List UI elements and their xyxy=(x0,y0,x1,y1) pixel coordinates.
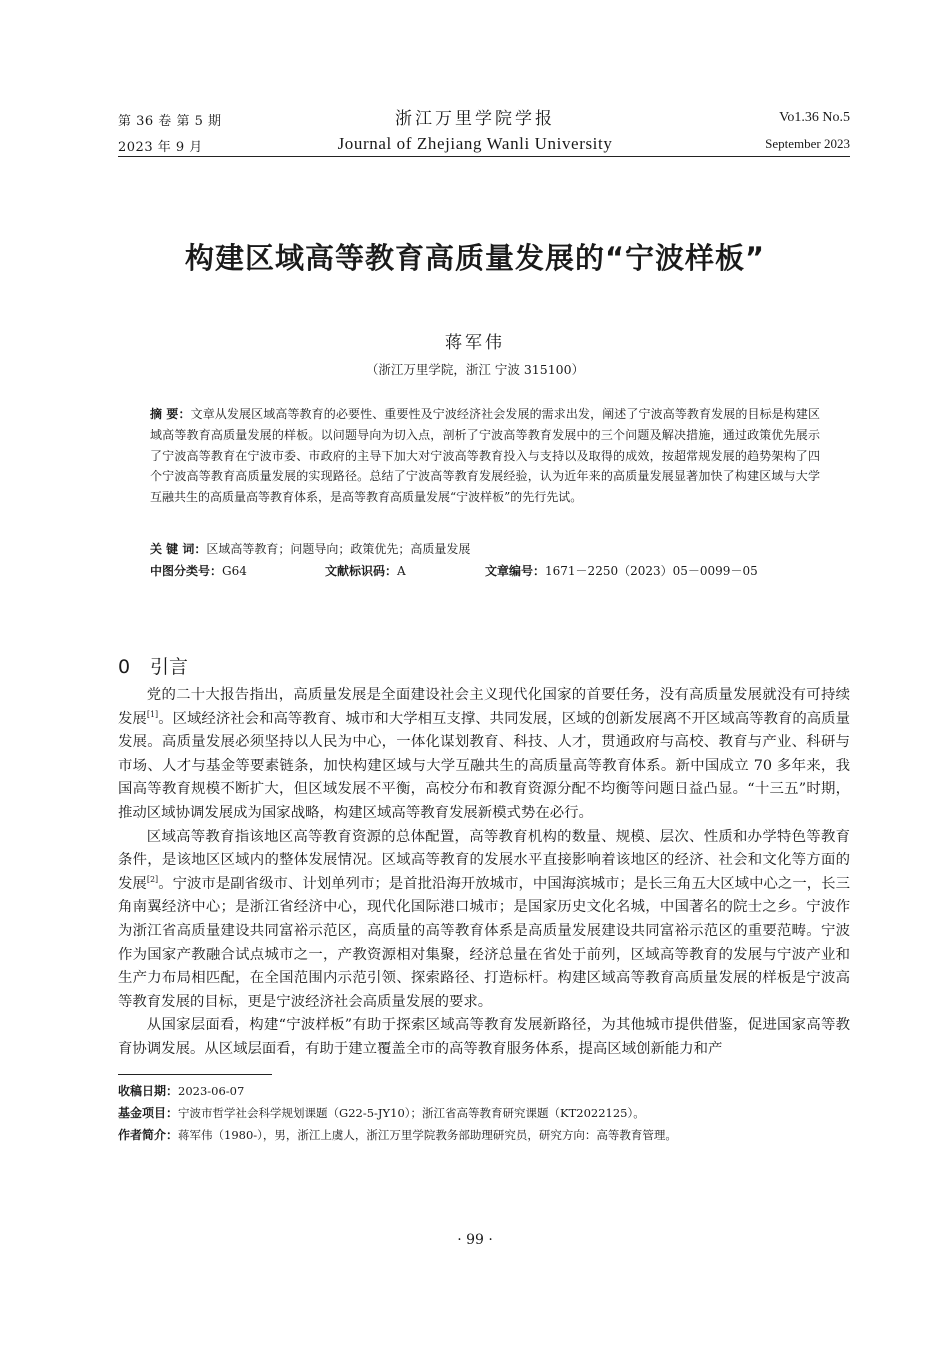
journal-title-cn: 浙江万里学院学报 xyxy=(395,109,555,129)
paragraph-text: 。宁波市是副省级市、计划单列市；是首批沿海开放城市，中国海滨城市；是长三角五大区域中心之一，长三角南翼经济中心；是浙江省经济中心，现代化国际港口城市；是国家历史文化名城，中国著名的院士之乡。宁波作为浙江省高质量建设共同富裕示范区，高质量的高等教育体系是高质量发展建设共同富裕示范区的重要范畴。宁波作为国家产教融合试点城市之一，产教资源相对集聚，经济总量在省处于前列，区域高等教育的发展与宁波产业和生产力布局相匹配，在全国范围内示范引领、探索路径、打造标杆。构建区域高等教育高质量发展的样板是宁波高等教育发展的目标，更是宁波经济社会高质量发展的要求。 xyxy=(118,875,850,1010)
author-name: 蒋军伟 xyxy=(445,333,505,353)
paragraph: 从国家层面看，构建“宁波样板”有助于探索区域高等教育发展新路径，为其他城市提供借鉴，促进国家高等教育协调发展。从区域层面看，有助于建立覆盖全市的高等教育服务体系，提高区域创新能力和产 xyxy=(118,1017,850,1057)
footnote-received xyxy=(118,1082,850,1100)
paragraph xyxy=(118,684,850,826)
volume-issue-cn: 第 36 卷 第 5 期 xyxy=(118,114,222,129)
citation-ref[interactable]: [2] xyxy=(146,874,159,884)
date-en: September 2023 xyxy=(765,136,850,151)
keywords-label: 关 键 词： xyxy=(150,542,207,556)
received-date: 2023-06-07 xyxy=(178,1084,245,1098)
document-code xyxy=(325,562,406,579)
footnote-rule xyxy=(118,1074,272,1075)
footnote-fund xyxy=(118,1104,850,1122)
header-rule xyxy=(118,156,850,157)
fund-label: 基金项目： xyxy=(118,1106,179,1120)
keywords-text: 区域高等教育；问题导向；政策优先；高质量发展 xyxy=(206,542,471,556)
paragraph-text: 。区域经济社会和高等教育、城市和大学相互支撑、共同发展，区域的创新发展离不开区域高等教育的高质量发展。高质量发展必须坚持以人民为中心，一体化谋划教育、科技、人才，贯通政府与高校、教育与产业、科研与市场、人才与基金等要素链条，加快构建区域与大学互融共生的高质量高等教育体系。新中国成立 70 多年来，我国高等教育规模不断扩大，但区域发展不平衡，高校分布和教育资源分配不均衡等问题日益凸显。“十三五”时期，推动区域协调发展成为国家战略，构建区域高等教育发展新模式势在必行。 xyxy=(118,710,850,821)
section-heading xyxy=(118,652,188,679)
abstract xyxy=(150,404,820,508)
page-number: · 99 · xyxy=(457,1232,493,1248)
author-affiliation: （浙江万里学院，浙江 宁波 315100） xyxy=(365,362,585,377)
body-text xyxy=(118,684,850,1062)
citation-ref[interactable]: [1] xyxy=(146,709,159,719)
bio-label: 作者简介： xyxy=(118,1128,179,1142)
doc-code-label: 文献标识码： xyxy=(325,564,398,578)
footnote-author-bio xyxy=(118,1126,850,1144)
volume-issue-en: Vo1.36 No.5 xyxy=(779,110,850,125)
article-number-value: 1671－2250（2023）05－0099－05 xyxy=(545,564,758,578)
keywords xyxy=(150,540,470,557)
received-label: 收稿日期： xyxy=(118,1084,179,1098)
paragraph xyxy=(118,826,850,1015)
clc-code xyxy=(150,562,247,579)
paragraph-text: 区域高等教育指该地区高等教育资源的总体配置，高等教育机构的数量、规模、层次、性质和办学特色等教育条件，是该地区区域内的整体发展情况。区域高等教育的发展水平直接影响着该地区的经济、社会和文化等方面的发展 xyxy=(118,828,850,892)
section-title: 引言 xyxy=(150,656,189,678)
paragraph-text: 党的二十大报告指出，高质量发展是全面建设社会主义现代化国家的首要任务，没有高质量发展就没有可持续发展 xyxy=(118,687,850,727)
article-number-label: 文章编号： xyxy=(485,564,546,578)
fund-text: 宁波市哲学社会科学规划课题（G22-5-JY10）；浙江省高等教育研究课题（KT2022125）。 xyxy=(178,1106,645,1120)
article-number xyxy=(485,562,758,579)
doc-code-value: A xyxy=(397,564,406,578)
article-title: 构建区域高等教育高质量发展的“宁波样板” xyxy=(184,241,766,275)
journal-title-en: Journal of Zhejiang Wanli University xyxy=(337,134,613,153)
date-cn: 2023 年 9 月 xyxy=(118,140,203,155)
clc-value: G64 xyxy=(222,564,247,578)
section-number: 0 xyxy=(118,656,131,678)
abstract-text: 文章从发展区域高等教育的必要性、重要性及宁波经济社会发展的需求出发，阐述了宁波高等教育发展的目标是构建区域高等教育高质量发展的样板。以问题导向为切入点，剖析了宁波高等教育发展中的三个问题及解决措施，通过政策优先展示了宁波高等教育在宁波市委、市政府的主导下加大对宁波高等教育投入与支持以及取得的成效，按超常规发展的趋势架构了四个宁波高等教育高质量发展的实现路径。总结了宁波高等教育发展经验，认为近年来的高质量发展显著加快了构建区域与大学互融共生的高质量高等教育体系，是高等教育高质量发展“宁波样板”的先行先试。 xyxy=(150,407,820,505)
bio-text: 蒋军伟（1980-），男，浙江上虞人，浙江万里学院教务部助理研究员，研究方向：高等教育管理。 xyxy=(178,1128,677,1142)
abstract-label: 摘 要： xyxy=(150,407,191,421)
clc-label: 中图分类号： xyxy=(150,564,223,578)
